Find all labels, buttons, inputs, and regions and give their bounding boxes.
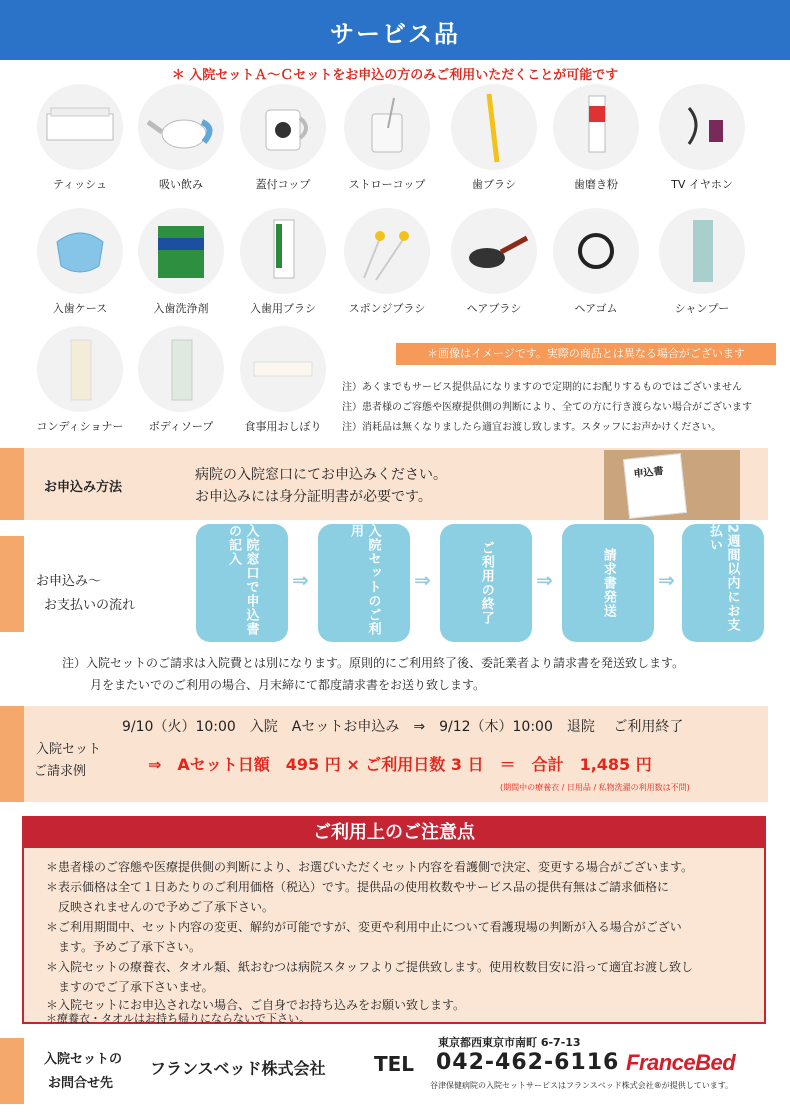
item-shampoo (652, 208, 752, 316)
item-label: ヘアブラシ (466, 302, 522, 315)
billing-example-calculation: ⇒ Aセット日額 495 円 × ご利用日数 3 日 ＝ 合計 1,485 円 (148, 755, 652, 774)
item-denture-brush (233, 208, 333, 316)
francebed-logo: FranceBed (626, 1050, 736, 1075)
item-straw-cup (337, 84, 437, 192)
caution-line: 反映されませんので予めご了承下さい。 (46, 900, 275, 914)
toothpaste-icon (553, 84, 639, 170)
flow-step: 2週間以内にお支払い (682, 524, 764, 642)
item-label: ヘアゴム (574, 302, 618, 315)
billing-example-footnote: (期間中の療養衣 / 日用品 / 私物洗濯の利用数は不問) (500, 783, 690, 792)
item-feeding-cup (131, 84, 231, 192)
earphone-icon (659, 84, 745, 170)
item-label: ストローコップ (348, 178, 426, 191)
billing-example-label: ご請求例 (34, 764, 87, 779)
item-sponge-brush (337, 208, 437, 316)
apply-line: 病院の入院窓口にてお申込みください。 (195, 467, 447, 483)
section-accent (0, 448, 24, 520)
apply-line: お申込みには身分証明書が必要です。 (195, 489, 432, 505)
contact-label: お問合せ先 (48, 1076, 114, 1091)
shampoo-icon (659, 208, 745, 294)
flow-step: 入院セットのご利用 (318, 524, 410, 642)
section-accent (0, 536, 24, 632)
item-label: 入歯用ブラシ (250, 302, 316, 315)
item-label: スポンジブラシ (348, 302, 426, 315)
hair-tie-icon (553, 208, 639, 294)
denture-case-icon (37, 208, 123, 294)
item-label: 入歯洗浄剤 (153, 302, 209, 315)
flow-arrow-icon: ⇒ (536, 568, 553, 592)
item-denture-cleaner (131, 208, 231, 316)
item-label: 吸い飲み (159, 178, 203, 191)
caution-line: ます。予めご了承下さい。 (46, 940, 202, 954)
caution-section (22, 816, 766, 1024)
phone-number[interactable]: 042-462-6116 (436, 1050, 620, 1075)
flow-arrow-icon: ⇒ (414, 568, 431, 592)
flow-note: 注）入院セットのご請求は入院費とは別になります。原則的にご利用終了後、委託業者より請求書を発送致します。 (62, 656, 685, 670)
feeding-cup-icon (138, 84, 224, 170)
flow-arrow-icon: ⇒ (292, 568, 309, 592)
item-hairbrush (444, 208, 544, 316)
hairbrush-icon (451, 208, 537, 294)
item-label: TV イヤホン (671, 178, 733, 191)
service-provider-note: 谷津保健病院の入院セットサービスはフランスベッド株式会社®が提供しています。 (430, 1081, 734, 1090)
item-label: 食事用おしぼり (244, 420, 322, 433)
application-form-label: 申込書 (623, 453, 687, 519)
item-hair-tie (546, 208, 646, 316)
denture-cleaner-icon (138, 208, 224, 294)
flow-note: 月をまたいでのご利用の場合、月末締にて都度請求書をお送り致します。 (90, 678, 486, 692)
item-tissue (30, 84, 130, 192)
item-wet-towel (233, 326, 333, 434)
item-earphone (652, 84, 752, 192)
item-toothpaste (546, 84, 646, 192)
flow-step: ご利用の終了 (440, 524, 532, 642)
item-body-soap (131, 326, 231, 434)
item-label: 歯ブラシ (472, 178, 516, 191)
contact-label: 入院セットの (44, 1052, 123, 1067)
image-disclaimer: ＊画像はイメージです。実際の商品とは異なる場合がございます (396, 343, 776, 365)
tissue-box-icon (37, 84, 123, 170)
section-accent (0, 1038, 24, 1104)
item-label: 歯磨き粉 (574, 178, 618, 191)
company-name: フランスベッド株式会社 (150, 1059, 326, 1078)
caution-line: ＊患者様のご容態や医療提供側の判断により、お選びいただくセット内容を看護側で決定、変更する場合がございます。 (46, 860, 694, 874)
section-accent (0, 706, 24, 802)
flow-step: 入院窓口で申込書の記入 (196, 524, 288, 642)
flow-step: 請求書発送 (562, 524, 654, 642)
item-denture-case (30, 208, 130, 316)
note-line: 注）患者様のご容態や医療提供側の判断により、全ての方に行き渡らない場合がございます (342, 402, 752, 413)
caution-line: ＊表示価格は全て１日あたりのご利用価格（税込）です。提供品の使用枚数やサービス品の提供有無はご請求価格に (46, 880, 670, 894)
item-label: 蓋付コップ (255, 178, 311, 191)
wet-towel-icon (240, 326, 326, 412)
caution-line: ＊療養衣・タオルはお持ち帰りにならないで下さい。 (46, 1012, 310, 1025)
note-line: 注）消耗品は無くなりましたら適宜お渡し致します。スタッフにお声かけください。 (342, 422, 722, 433)
item-toothbrush (444, 84, 544, 192)
item-label: シャンプー (674, 302, 730, 315)
caution-line: ＊ご利用期間中、セット内容の変更、解約が可能ですが、変更や利用中止について看護現場の判断が入る場合がござい (46, 920, 682, 934)
caution-line: ＊入院セットにお申込されない場合、ご自身でお持ち込みをお願い致します。 (46, 998, 466, 1012)
billing-example-label: 入院セット (36, 742, 102, 757)
conditioner-icon (37, 326, 123, 412)
caution-line: ますのでご了承下さいませ。 (46, 980, 214, 994)
company-address: 東京都西東京市南町 6-7-13 (438, 1036, 581, 1049)
item-conditioner (30, 326, 130, 434)
item-label: 入歯ケース (52, 302, 108, 315)
billing-example-timeline: 9/10（火）10:00 入院 Aセットお申込み ⇒ 9/12（木）10:00 退院 ご利用終了 (122, 719, 684, 735)
item-label: ボディソープ (148, 420, 214, 433)
denture-brush-icon (240, 208, 326, 294)
application-form-image (604, 450, 740, 520)
lidded-cup-icon (240, 84, 326, 170)
flow-label: お支払いの流れ (44, 598, 136, 613)
sponge-brush-icon (344, 208, 430, 294)
page-title: サービス品 (330, 20, 460, 48)
eligibility-note: ＊ 入院セットＡ～Ｃセットをお申込の方のみご利用いただくことが可能です (171, 68, 619, 83)
item-label: コンディショナー (36, 420, 124, 433)
apply-label: お申込み方法 (44, 480, 123, 495)
flow-arrow-icon: ⇒ (658, 568, 675, 592)
body-soap-icon (138, 326, 224, 412)
straw-cup-icon (344, 84, 430, 170)
item-lidded-cup (233, 84, 333, 192)
tel-label: TEL (374, 1052, 415, 1076)
toothbrush-icon (451, 84, 537, 170)
note-line: 注）あくまでもサービス提供品になりますので定期的にお配りするものではございません (342, 382, 742, 393)
item-label: ティッシュ (53, 178, 107, 191)
caution-line: ＊入院セットの療養衣、タオル類、紙おむつは病院スタッフよりご提供致します。使用枚数目安に沿って適宜お渡し致し (46, 960, 694, 974)
flow-label: お申込み～ (36, 574, 102, 589)
caution-title: ご利用上のご注意点 (24, 818, 764, 848)
